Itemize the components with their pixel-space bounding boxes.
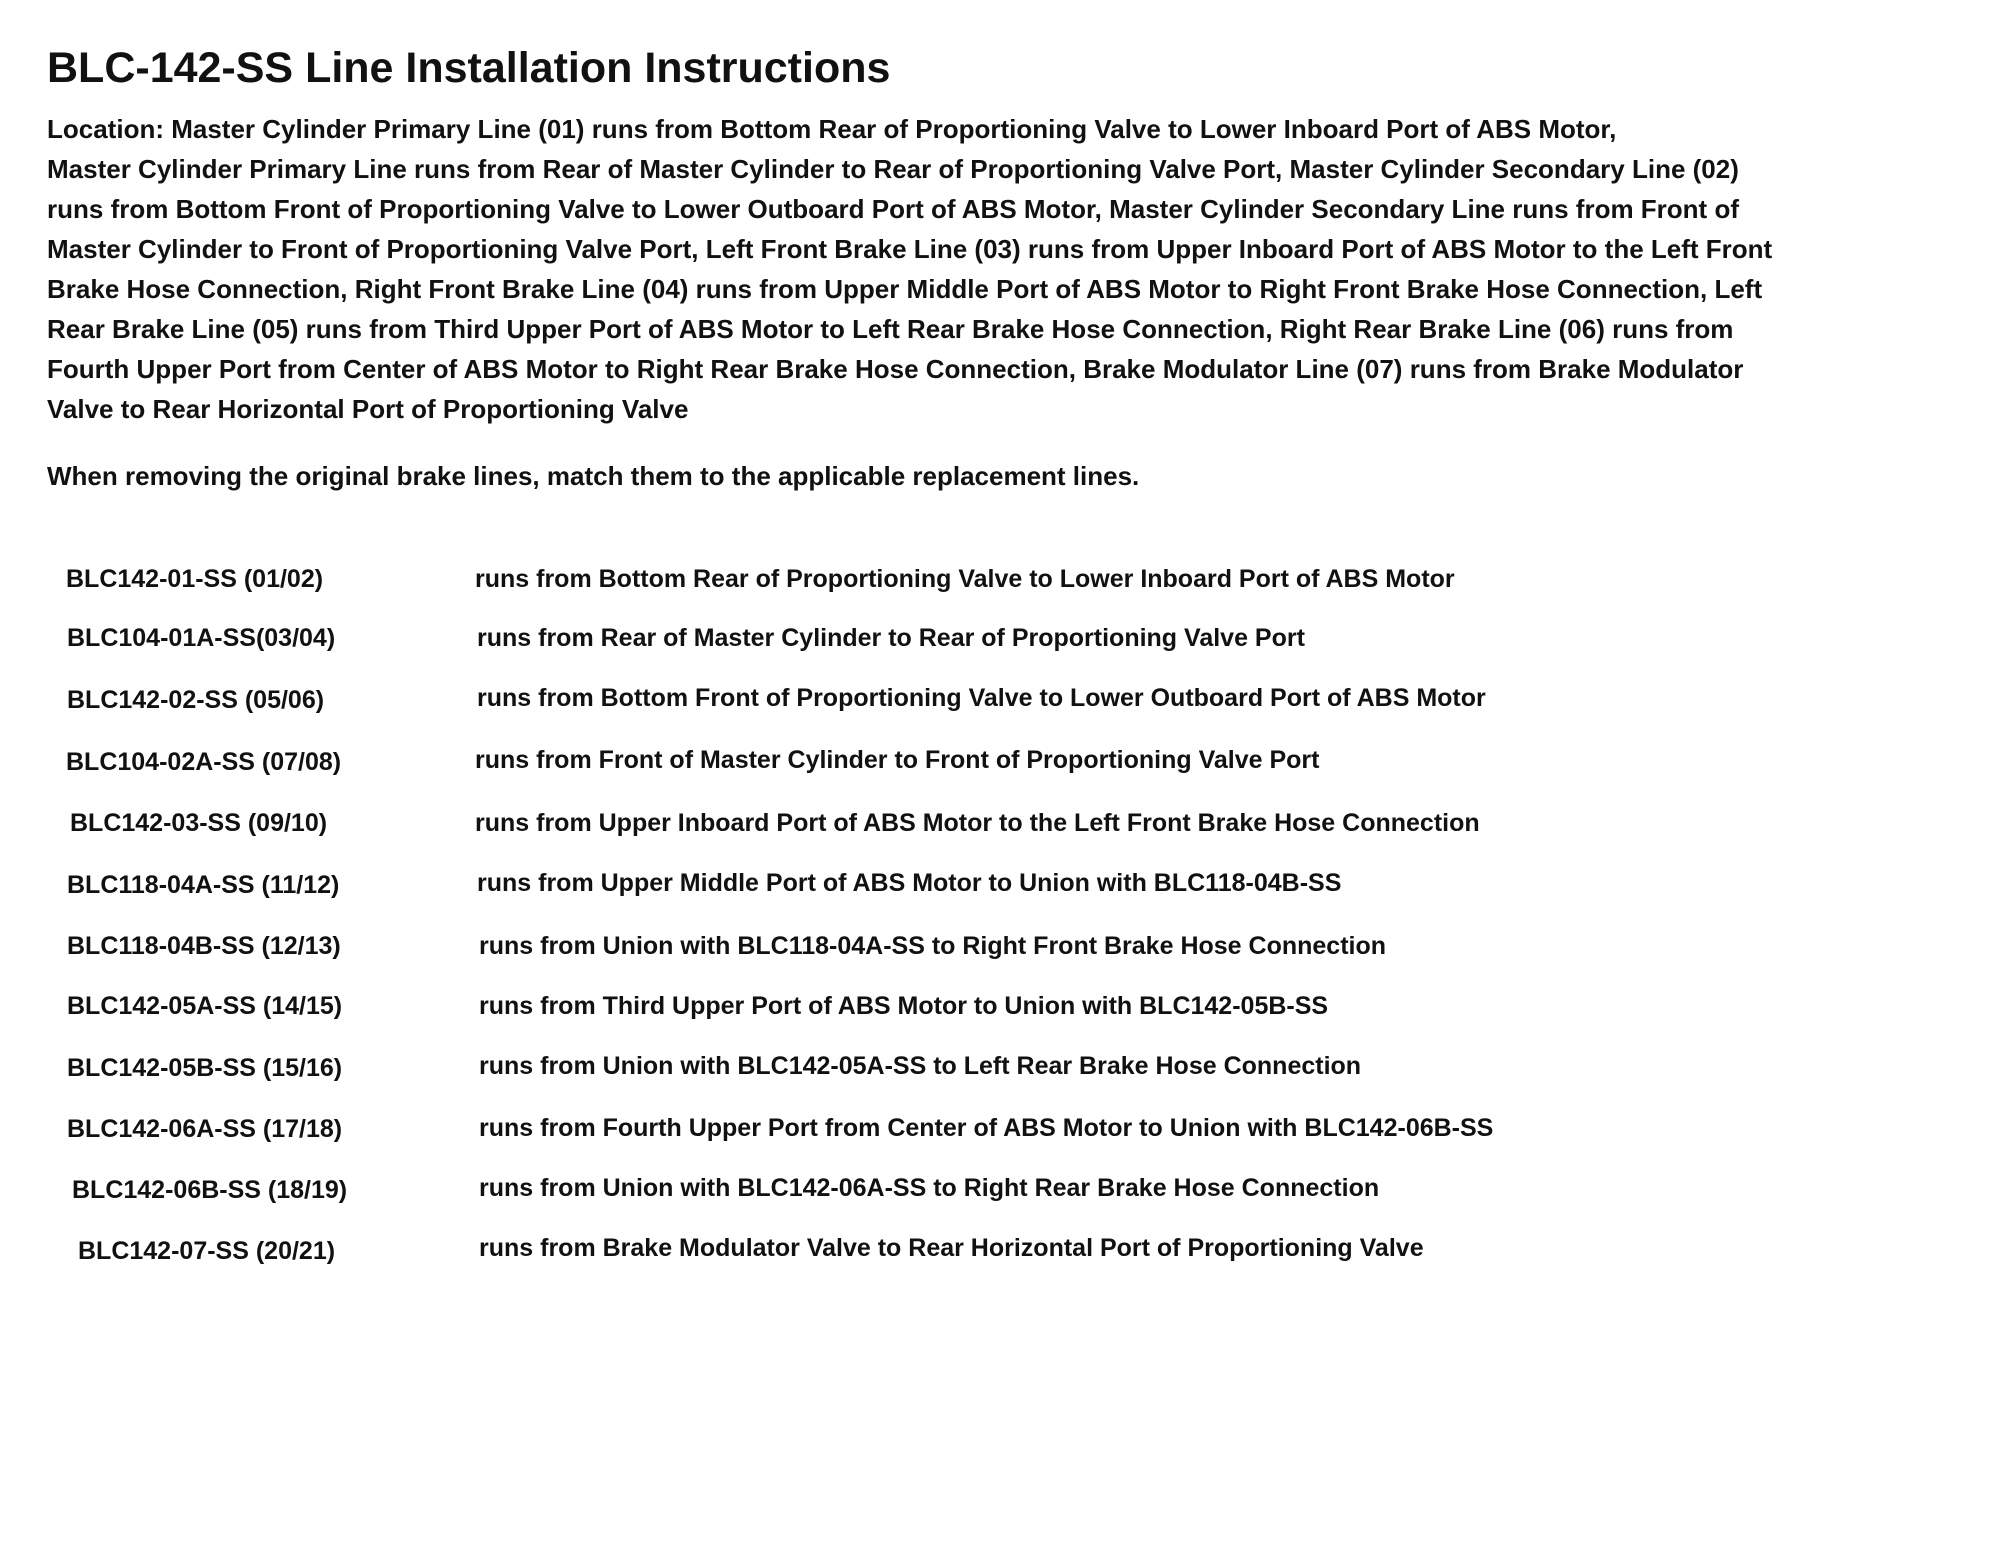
line-route: runs from Brake Modulator Valve to Rear Horizontal Port of Proportioning Valve	[479, 1234, 1424, 1262]
location-line: Valve to Rear Horizontal Port of Proportioning Valve	[47, 394, 689, 424]
line-part-number: BLC142-03-SS (09/10)	[70, 809, 328, 837]
location-line: Brake Hose Connection, Right Front Brake Line (04) runs from Upper Middle Port of ABS Motor to Right Front Brake Hose Connection, Left	[47, 274, 1763, 304]
line-part-number: BLC142-06B-SS (18/19)	[72, 1176, 348, 1204]
line-part-number: BLC104-02A-SS (07/08)	[66, 748, 342, 776]
line-route: runs from Union with BLC142-06A-SS to Right Rear Brake Hose Connection	[479, 1174, 1380, 1202]
line-route: runs from Union with BLC142-05A-SS to Left Rear Brake Hose Connection	[479, 1052, 1362, 1080]
location-line: Master Cylinder to Front of Proportioning Valve Port, Left Front Brake Line (03) runs from Upper Inboard Port of ABS Motor to the Left Front	[47, 234, 1773, 264]
line-route: runs from Rear of Master Cylinder to Rear of Proportioning Valve Port	[477, 624, 1305, 652]
line-route: runs from Third Upper Port of ABS Motor to Union with BLC142-05B-SS	[479, 992, 1329, 1020]
location-line: Rear Brake Line (05) runs from Third Upper Port of ABS Motor to Left Rear Brake Hose Connection, Right Rear Brake Line (06) runs from	[47, 314, 1734, 344]
location-line: Fourth Upper Port from Center of ABS Motor to Right Rear Brake Hose Connection, Brake Modulator Line (07) runs from Brake Modulator	[47, 354, 1744, 384]
line-part-number: BLC142-06A-SS (17/18)	[67, 1115, 343, 1143]
line-part-number: BLC142-05B-SS (15/16)	[67, 1054, 343, 1082]
line-part-number: BLC142-02-SS (05/06)	[67, 686, 325, 714]
location-line: runs from Bottom Front of Proportioning Valve to Lower Outboard Port of ABS Motor, Master Cylinder Secondary Line runs from Front of	[47, 194, 1739, 224]
location-line: Master Cylinder Primary Line runs from Rear of Master Cylinder to Rear of Proportioning Valve Port, Master Cylinder Secondary Line (02)	[47, 154, 1739, 184]
line-route: runs from Upper Middle Port of ABS Motor to Union with BLC118-04B-SS	[477, 869, 1342, 897]
line-route: runs from Bottom Rear of Proportioning Valve to Lower Inboard Port of ABS Motor	[475, 565, 1455, 593]
line-route: runs from Bottom Front of Proportioning Valve to Lower Outboard Port of ABS Motor	[477, 684, 1486, 712]
location-line: Location: Master Cylinder Primary Line (01) runs from Bottom Rear of Proportioning Valve to Lower Inboard Port of ABS Motor,	[47, 114, 1617, 144]
line-part-number: BLC118-04B-SS (12/13)	[67, 932, 341, 960]
line-part-number: BLC118-04A-SS (11/12)	[67, 871, 340, 899]
line-route: runs from Front of Master Cylinder to Front of Proportioning Valve Port	[475, 746, 1320, 774]
line-part-number: BLC104-01A-SS(03/04)	[67, 624, 336, 652]
line-route: runs from Fourth Upper Port from Center of ABS Motor to Union with BLC142-06B-SS	[479, 1114, 1494, 1142]
line-route: runs from Union with BLC118-04A-SS to Right Front Brake Hose Connection	[479, 932, 1387, 960]
line-part-number: BLC142-07-SS (20/21)	[78, 1237, 336, 1265]
location-paragraph	[47, 109, 1947, 429]
line-route: runs from Upper Inboard Port of ABS Motor to the Left Front Brake Hose Connection	[475, 809, 1480, 837]
line-part-number: BLC142-05A-SS (14/15)	[67, 992, 343, 1020]
document-title: BLC-142-SS Line Installation Instructions	[47, 44, 891, 92]
line-part-number: BLC142-01-SS (01/02)	[66, 565, 324, 593]
instruction-text: When removing the original brake lines, match them to the applicable replacement lines.	[47, 461, 1140, 491]
